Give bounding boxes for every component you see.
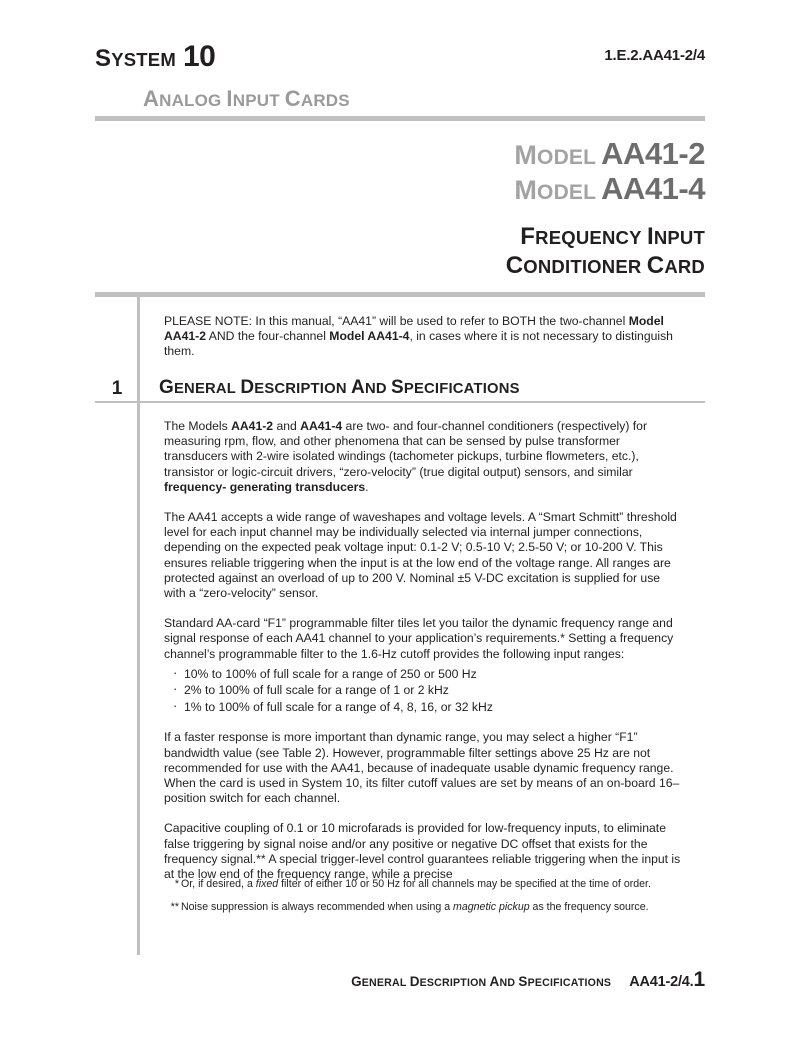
paragraph-5: Capacitive coupling of 0.1 or 10 microfarads is provided for low-frequency inputs, to eliminate false triggering by signal noise and/or any positive or negative DC offset that exists for the frequency signal.** A special trigger-level control guarantees reliable triggering when the input is at the low end of the frequency range, while a precise: [164, 821, 681, 881]
model-line-2: [95, 173, 705, 204]
footnote-1-b: filter of either 10 or 50 Hz for all channels may be specified at the time of order.: [278, 878, 651, 890]
section-title: [159, 377, 520, 399]
p1-model-2: AA41-4: [300, 419, 343, 433]
footnote-1-marker: *: [174, 878, 179, 890]
card-subtitle-line-2: [95, 251, 705, 280]
footer-section-title: [351, 973, 611, 990]
header-subtitle: [143, 86, 350, 112]
note-bold-model-2: Model AA41-4: [329, 329, 410, 344]
footnote-1-italic: fixed: [255, 878, 279, 890]
footnote-2-a: Noise suppression is always recommended when using a: [181, 900, 454, 913]
footnote-1-a: Or, if desired, a: [181, 878, 256, 890]
model-line-1: [95, 138, 705, 169]
note-lead: PLEASE NOTE: In this manual, “AA41” will be used to refer to BOTH the two-channel: [164, 314, 629, 328]
page-header: [95, 40, 705, 110]
small-caps-word: FREQUENCY: [520, 223, 642, 250]
body-content: [164, 419, 685, 897]
p1-a: The Models: [164, 419, 232, 433]
model-word-2: MODEL: [514, 175, 597, 205]
small-caps-word: GENERAL: [351, 974, 407, 989]
footnote-2-b: as the frequency source.: [529, 900, 649, 913]
small-caps-word: DESCRIPTION: [409, 974, 487, 989]
small-caps-word: AND: [351, 377, 387, 398]
header-rule: [95, 116, 705, 121]
small-caps-word: GENERAL: [159, 377, 237, 398]
page-footer: [95, 968, 705, 992]
paragraph-4: If a faster response is more important than dynamic range, you may select a higher “F1” bandwidth value (see Table 2). However, programmable filter settings above 25 Hz are not recommended for use with the AA41, because of inadequate usable dynamic frequency range. When the card is used in System 10, its filter cutoff values are set by means of an on-board 16–position switch for each channel.: [164, 730, 680, 806]
list-item: · 1% to 100% of full scale for a range of 4, 8, 16, or 32 kHz: [164, 699, 685, 716]
p1-c: are two- and four-channel conditioners (respectively) for measuring rpm, flow, and other phenomena that can be sensed by pulse transformer transducers with 2-wire isolated windings (tachometer pickups, turbine flowmeters, etc.), transistor or logic-circuit drivers, “zero-velocity” (true digital output) sensors, and similar: [164, 419, 648, 479]
input-ranges-list: [164, 666, 685, 716]
small-caps-word: ANALOG: [143, 86, 222, 111]
footer-code-text: AA41-2/4.: [629, 974, 694, 990]
paragraph-1: [164, 419, 685, 495]
small-caps-word: SPECIFICATIONS: [518, 974, 612, 989]
header-system-number: 10: [182, 40, 216, 73]
section-rule: [95, 401, 705, 403]
small-caps-word: INPUT: [646, 223, 705, 250]
vertical-margin-rule: [137, 295, 140, 955]
note-tail: , in cases where it is not necessary to distinguish them.: [164, 329, 673, 359]
header-system-cap: S: [95, 45, 112, 72]
p1-d: .: [365, 479, 369, 494]
small-caps-word: CARD: [646, 252, 705, 280]
paragraph-2: The AA41 accepts a wide range of waveshapes and voltage levels. A “Smart Schmitt” threshold level for each input channel may be individually selected via internal jumper connections, depending on the expected peak voltage input: 0.1-2 V; 0.5-10 V; 2.5-50 V; or 10-200 V. This ensures reliable triggering when the input is at the low end of the voltage range. All ranges are protected against an overload of up to 200 V. Nominal ±5 V-DC excitation is supplied for use with a “zero-velocity” sensor.: [164, 510, 677, 601]
small-caps-word: SPECIFICATIONS: [391, 377, 520, 398]
footnote-2: [164, 901, 685, 915]
please-note-block: [164, 314, 685, 360]
title-rule: [95, 292, 705, 297]
footer-doc-code: [629, 968, 705, 991]
footnotes-block: [164, 878, 685, 923]
list-item: · 10% to 100% of full scale for a range of 250 or 500 Hz: [164, 666, 685, 683]
footer-page-number: 1: [693, 968, 705, 991]
small-caps-word: AND: [489, 974, 516, 989]
note-bold-model-1: Model AA41-2: [164, 314, 664, 344]
header-system-title: [95, 40, 215, 74]
list-item: · 2% to 100% of full scale for a range of 1 or 2 kHz: [164, 682, 685, 699]
header-system-rest: YSTEM: [111, 49, 176, 70]
p1-bold-transducers: frequency- generating transducers: [164, 479, 366, 494]
footnote-2-italic: magnetic pickup: [453, 900, 530, 913]
p1-model-1: AA41-2: [231, 419, 274, 433]
footnote-1: [164, 878, 685, 892]
small-caps-word: INPUT: [226, 86, 280, 111]
note-mid: AND the four-channel: [206, 329, 330, 344]
small-caps-word: CARDS: [284, 86, 350, 111]
title-block: [95, 138, 705, 281]
paragraph-3: Standard AA-card “F1” programmable filter tiles let you tailor the dynamic frequency range and signal response of each AA41 channel to your application’s requirements.* Setting a frequency channel’s programmable filter to the 1.6-Hz cutoff provides the following input ranges:: [164, 616, 674, 661]
small-caps-word: DESCRIPTION: [240, 377, 347, 398]
small-caps-word: CONDITIONER: [505, 252, 642, 280]
model-word-1: MODEL: [514, 140, 597, 170]
header-doc-code: 1.E.2.AA41-2/4: [604, 47, 705, 64]
section-number: 1: [111, 378, 123, 399]
footnote-2-marker: **: [170, 900, 179, 913]
p1-b: and: [273, 419, 301, 433]
model-number-1: AA41-2: [601, 136, 705, 171]
card-subtitle-line-1: [95, 222, 705, 251]
model-number-2: AA41-4: [601, 171, 705, 206]
